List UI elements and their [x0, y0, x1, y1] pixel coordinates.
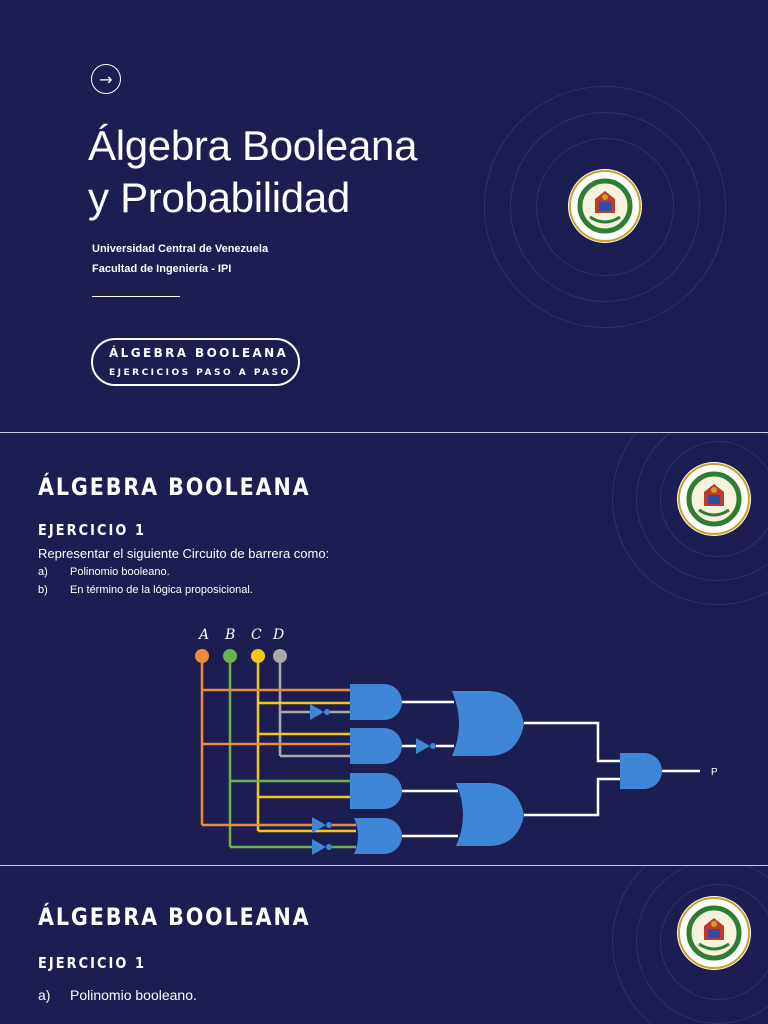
pill-title: ÁLGEBRA BOOLEANA [109, 346, 289, 360]
university-seal-logo [677, 896, 751, 970]
or-gate-icon [456, 783, 524, 846]
or-gate-icon [452, 691, 524, 756]
input-label-c: C [251, 627, 262, 643]
logic-circuit-diagram [0, 433, 768, 865]
exercise-label: EJERCICIO 1 [38, 521, 147, 539]
university-name: Universidad Central de Venezuela [92, 243, 269, 255]
page-title [88, 120, 417, 224]
not-gate-icon [416, 738, 436, 754]
list-marker: a) [38, 566, 48, 578]
university-seal-logo [568, 169, 642, 243]
divider [92, 296, 180, 297]
input-label-d: D [273, 627, 285, 643]
section-heading: ÁLGEBRA BOOLEANA [38, 903, 311, 931]
list-item: En término de la lógica proposicional. [70, 584, 253, 596]
faculty-name: Facultad de Ingeniería - IPI [92, 263, 232, 275]
list-item: Polinomio booleano. [70, 566, 170, 578]
input-terminal-a [195, 649, 209, 663]
arrow-right-icon: → [99, 69, 113, 89]
and-gate-icon [350, 728, 402, 764]
exercise-label: EJERCICIO 1 [38, 954, 147, 972]
input-label-b: B [225, 627, 236, 643]
list-marker: b) [38, 584, 48, 596]
and-gate-icon [350, 773, 402, 809]
input-terminal-c [251, 649, 265, 663]
exercise-slide [0, 433, 768, 865]
input-terminal-d [273, 649, 287, 663]
and-gate-icon [350, 684, 402, 720]
exercise-intro: Representar el siguiente Circuito de barrera como: [38, 546, 330, 561]
topic-pill-button[interactable] [91, 338, 300, 386]
list-marker: a) [38, 987, 51, 1003]
not-gate-icon [312, 839, 332, 855]
title-line-2: y Probabilidad [88, 174, 350, 221]
not-gate-icon [310, 704, 330, 720]
title-line-1: Álgebra Booleana [88, 122, 418, 169]
next-arrow-button[interactable] [91, 64, 121, 94]
list-item: Polinomio booleano. [70, 987, 197, 1003]
title-slide [0, 0, 768, 432]
pill-subtitle: EJERCICIOS PASO A PASO [109, 368, 291, 378]
and-gate-icon [620, 753, 662, 789]
exercise-slide-continued [0, 866, 768, 1024]
output-label-p: P [711, 767, 718, 778]
section-heading: ÁLGEBRA BOOLEANA [38, 473, 311, 501]
input-terminal-b [223, 649, 237, 663]
input-label-a: A [199, 627, 210, 643]
or-gate-icon [354, 818, 402, 854]
